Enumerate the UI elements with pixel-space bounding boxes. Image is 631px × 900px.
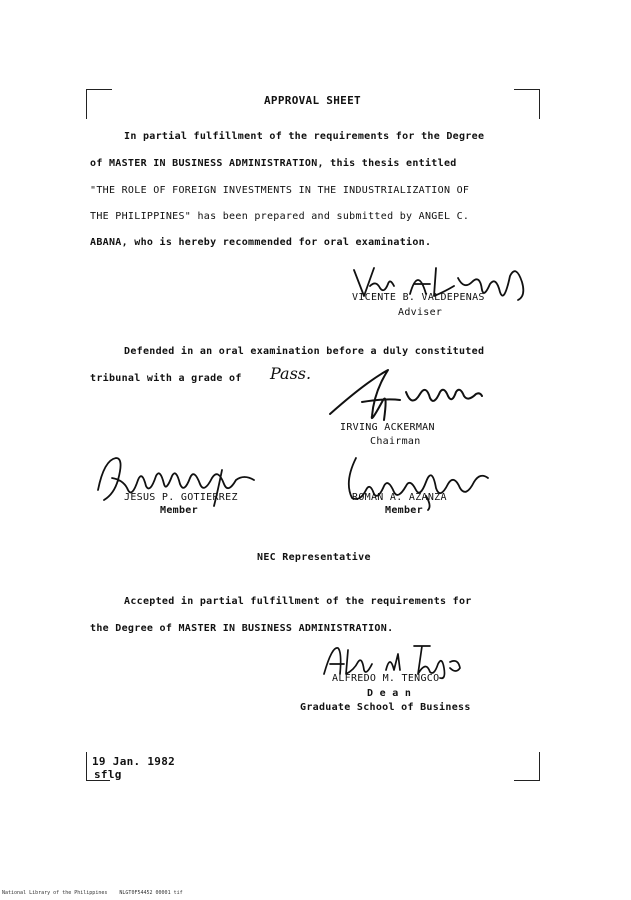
paragraph-3-line-2: the Degree of MASTER IN BUSINESS ADMINISTRATION. bbox=[90, 623, 394, 634]
dean-name: ALFREDO M. TENGCO bbox=[332, 673, 440, 684]
scan-label: National Library of the Philippines NLGT0F54452 00001 tif bbox=[2, 890, 183, 896]
adviser-name: VICENTE B. VALDEPENAS bbox=[352, 292, 485, 303]
member-right-signature bbox=[336, 452, 496, 512]
chairman-role: Chairman bbox=[370, 436, 421, 447]
paragraph-1-line-1: In partial fulfillment of the requirements for the Degree bbox=[124, 131, 485, 142]
chairman-name: IRVING ACKERMAN bbox=[340, 422, 435, 433]
document-title: APPROVAL SHEET bbox=[264, 94, 361, 107]
paragraph-1-line-4: THE PHILIPPINES" has been prepared and submitted by ANGEL C. bbox=[90, 211, 470, 222]
corner-bracket-top-right-h bbox=[514, 89, 540, 90]
corner-bracket-bottom-left-v bbox=[86, 752, 87, 780]
corner-bracket-top-left-h bbox=[86, 89, 112, 90]
corner-bracket-bottom-right-v bbox=[539, 752, 540, 780]
corner-bracket-top-right-v bbox=[539, 89, 540, 119]
paragraph-2-line-2: tribunal with a grade of bbox=[90, 373, 242, 384]
handwritten-grade: Pass. bbox=[270, 364, 312, 383]
member-right-role: Member bbox=[385, 505, 423, 516]
paragraph-1-line-3: "THE ROLE OF FOREIGN INVESTMENTS IN THE INDUSTRIALIZATION OF bbox=[90, 185, 470, 196]
member-left-name: JESUS P. GOTIERREZ bbox=[124, 492, 238, 503]
dean-unit: Graduate School of Business bbox=[300, 702, 471, 713]
paragraph-2-line-1: Defended in an oral examination before a duly constituted bbox=[124, 346, 485, 357]
chairman-signature bbox=[326, 362, 486, 428]
footer-initials: sflg bbox=[94, 768, 122, 781]
footer-date: 19 Jan. 1982 bbox=[92, 755, 176, 768]
member-right-name: ROMAN A. AZANZA bbox=[352, 492, 447, 503]
paragraph-1-line-5: ABANA, who is hereby recommended for oral examination. bbox=[90, 237, 432, 248]
dean-role: D e a n bbox=[367, 688, 412, 699]
member-left-role: Member bbox=[160, 505, 198, 516]
adviser-role: Adviser bbox=[398, 307, 443, 318]
corner-bracket-bottom-right-h bbox=[514, 780, 540, 781]
corner-bracket-top-left-v bbox=[86, 89, 87, 119]
paragraph-3-line-1: Accepted in partial fulfillment of the requirements for bbox=[124, 596, 472, 607]
paragraph-1-line-2: of MASTER IN BUSINESS ADMINISTRATION, this thesis entitled bbox=[90, 158, 457, 169]
nec-heading: NEC Representative bbox=[257, 552, 371, 563]
